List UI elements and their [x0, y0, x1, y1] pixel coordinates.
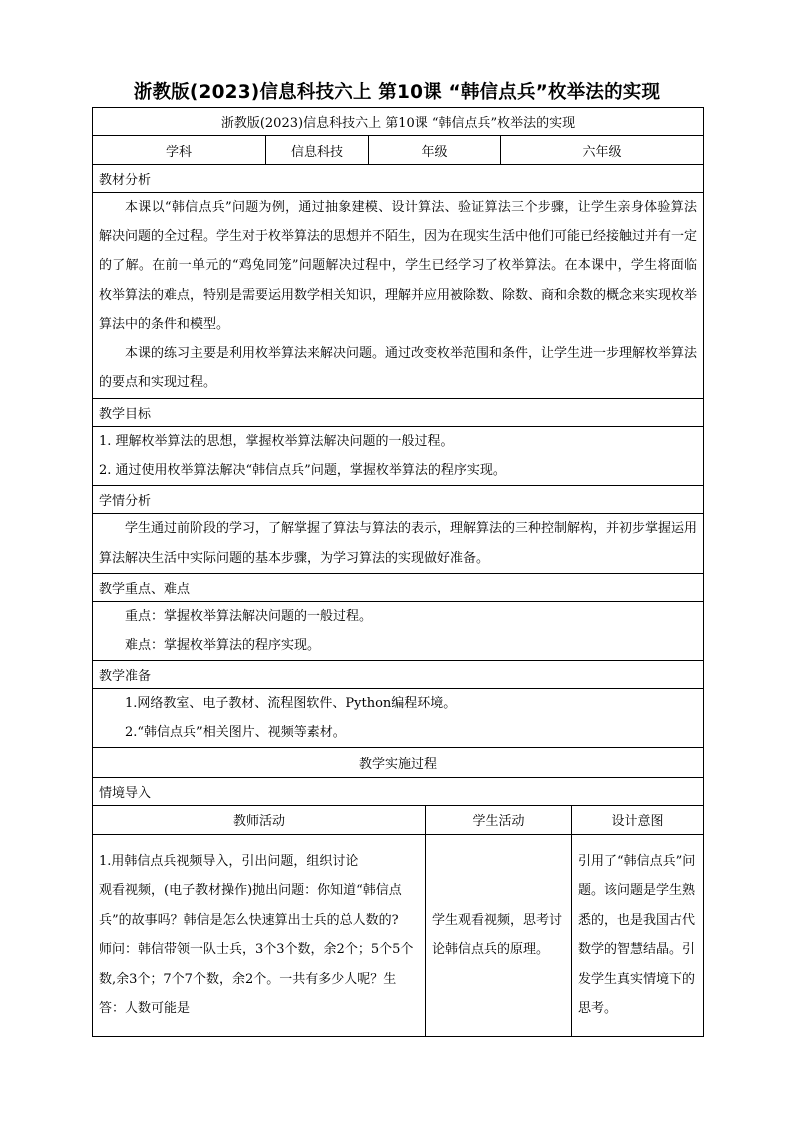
teacher-activity-line: 师问：韩信带领一队士兵，3个3个数，余2个；5个5个数,余3个；7个7个数，余2个。一共有多少人呢？生答：人数可能是: [99, 942, 414, 1017]
learner-analysis-body: [93, 514, 704, 573]
process-title: 教学实施过程: [93, 747, 704, 777]
section-title: 教学重点、难点: [93, 573, 704, 601]
learner-analysis-content: [93, 514, 704, 573]
activity-header-row: [93, 805, 704, 834]
list-item: 1.网络教室、电子教材、流程图软件、Python编程环境。: [125, 695, 457, 711]
paragraph: 学生通过前阶段的学习，了解掌握了算法与算法的表示，理解算法的三种控制解构，并初步掌握运用算法解决生活中实际问题的基本步骤，为学习算法的实现做好准备。: [99, 521, 698, 566]
section-title: 教学准备: [93, 660, 704, 688]
section-header-learner-analysis: [93, 486, 704, 514]
table-heading: 浙教版(2023)信息科技六上 第10课 “韩信点兵”枚举法的实现: [93, 108, 704, 136]
design-intent-cell: [572, 834, 704, 1036]
preparation-body: [93, 688, 704, 747]
difficulty-text: 难点：掌握枚举算法的程序实现。: [125, 637, 321, 653]
column-header-student: 学生活动: [426, 805, 572, 834]
section-header-objectives: [93, 399, 704, 427]
teacher-activity-line: 1.用韩信点兵视频导入，引出问题，组织讨论: [99, 853, 359, 869]
student-activity-text: 学生观看视频，思考讨论韩信点兵的原理。: [432, 912, 563, 958]
process-title-row: [93, 747, 704, 777]
key-points-body: [93, 601, 704, 660]
student-activity-cell: [426, 834, 572, 1036]
objectives-content: [93, 427, 704, 486]
subject-value: 信息科技: [266, 136, 369, 165]
section-header-preparation: [93, 660, 704, 688]
design-intent-text: 引用了“韩信点兵”问题。该问题是学生熟悉的，也是我国古代数学的智慧结晶。引发学生真实情境下的思考。: [578, 853, 696, 1017]
preparation-content: [93, 688, 704, 747]
paragraph: 本课以“韩信点兵”问题为例，通过抽象建模、设计算法、验证算法三个步骤，让学生亲身体验算法解决问题的全过程。学生对于枚举算法的思想并不陌生，因为在现实生活中他们可能已经接触过并有一定的了解。在前一单元的“鸡兔同笼”问题解决过程中，学生已经学习了枚举算法。在本课中，学生将面临枚举算法的难点，特别是需要运用数学相关知识，理解并应用被除数、除数、商和余数的概念来实现枚举算法中的条件和模型。: [99, 200, 698, 332]
paragraph: 本课的练习主要是利用枚举算法来解决问题。通过改变枚举范围和条件，让学生进一步理解枚举算法的要点和实现过程。: [99, 346, 698, 391]
teacher-activity-line: 观看视频，(电子教材操作)抛出问题：你知道“韩信点兵”的故事吗？韩信是怎么快速算出士兵的总人数的?: [99, 883, 402, 928]
subject-label: 学科: [93, 136, 266, 165]
textbook-analysis-body: [93, 193, 704, 399]
subject-grade-row: [93, 136, 704, 165]
focus-text: 重点：掌握枚举算法解决问题的一般过程。: [125, 608, 373, 624]
grade-label: 年级: [369, 136, 501, 165]
column-header-intent: 设计意图: [572, 805, 704, 834]
textbook-analysis-content: [93, 193, 704, 399]
section-title: 教学目标: [93, 399, 704, 427]
list-item: 2. 通过使用枚举算法解决“韩信点兵”问题，掌握枚举算法的程序实现。: [99, 463, 506, 479]
section-title: 学情分析: [93, 486, 704, 514]
table-heading-row: [93, 108, 704, 136]
stage-title: 情境导入: [93, 777, 704, 805]
section-title: 教材分析: [93, 165, 704, 193]
objectives-body: [93, 427, 704, 486]
grade-value: 六年级: [501, 136, 704, 165]
key-points-content: [93, 601, 704, 660]
column-header-teacher: 教师活动: [93, 805, 426, 834]
stage-title-row: [93, 777, 704, 805]
list-item: 1. 理解枚举算法的思想，掌握枚举算法解决问题的一般过程。: [99, 434, 454, 450]
list-item: 2.“韩信点兵”相关图片、视频等素材。: [125, 724, 346, 740]
lesson-plan-table: [92, 107, 704, 1037]
section-header-textbook-analysis: [93, 165, 704, 193]
section-header-key-points: [93, 573, 704, 601]
page-title: 浙教版(2023)信息科技六上 第10课 “韩信点兵”枚举法的实现: [133, 82, 661, 103]
activity-row: [93, 834, 704, 1036]
teacher-activity-cell: [93, 834, 426, 1036]
